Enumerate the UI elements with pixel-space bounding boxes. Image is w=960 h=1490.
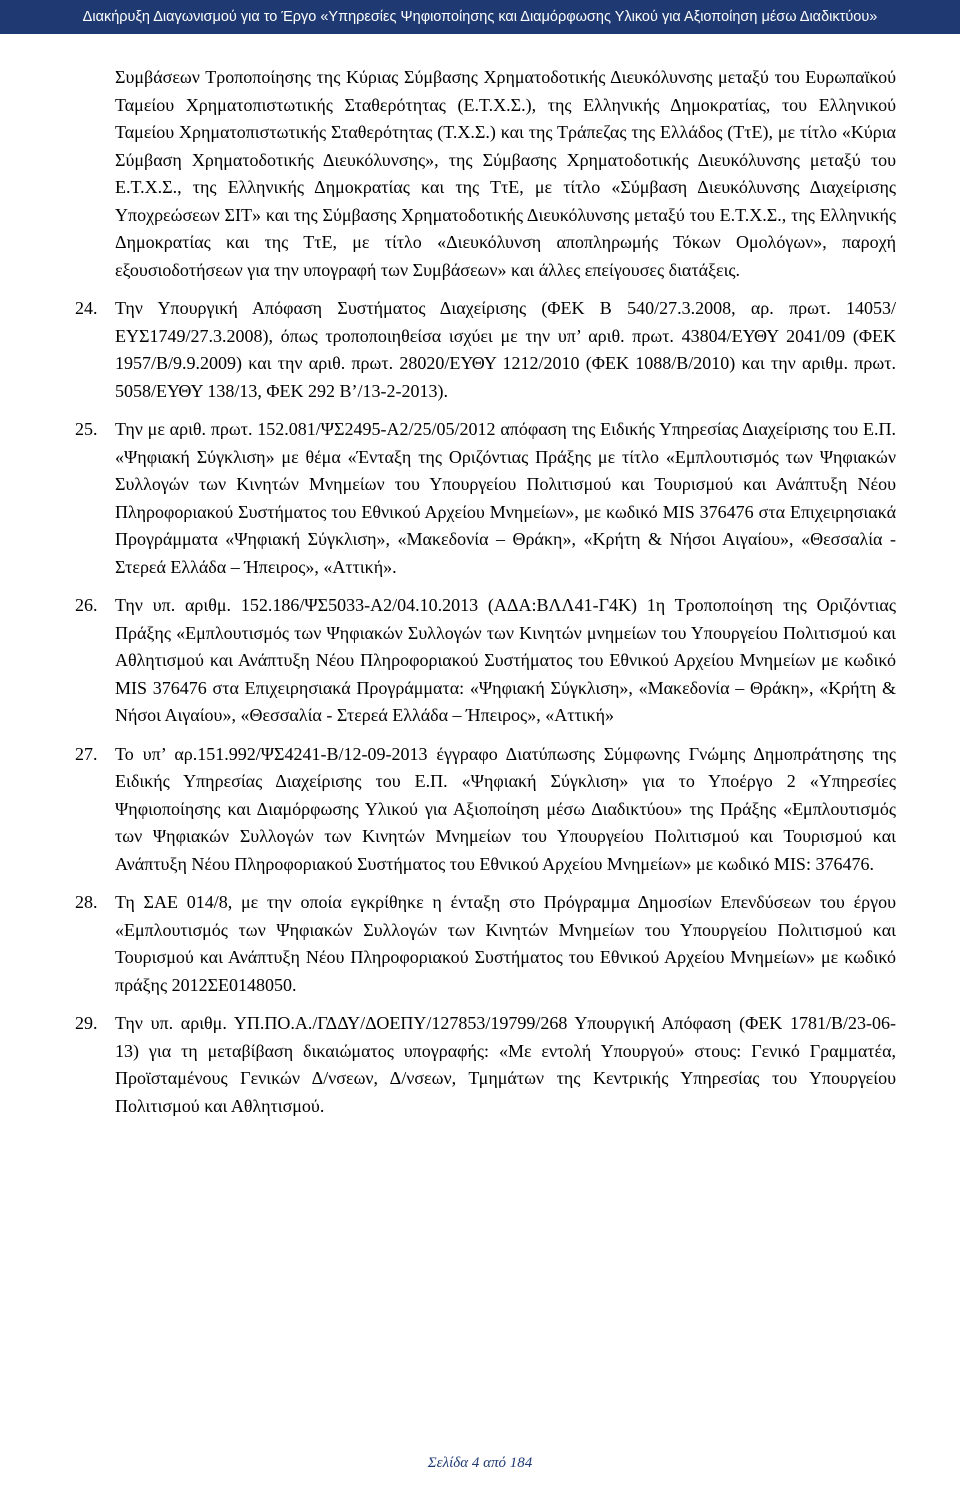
page-number: Σελίδα 4 από 184 — [427, 1455, 533, 1471]
list-item-number: 28. — [75, 892, 98, 912]
list-item-text: Το υπ’ αρ.151.992/ΨΣ4241-Β/12-09-2013 έγγραφο Διατύπωσης Σύμφωνης Γνώμης Δημοπράτησης της Ειδικής Υπηρεσίας Διαχείρισης του Ε.Π. «Ψηφιακή Σύγκλιση» για το Υποέργο 2 «Υπηρεσίες Ψηφιοποίησης και Διαμόρφωσης Υλικού για Αξιοποίηση μέσω Διαδικτύου» της Πράξης «Εμπλουτισμός των Ψηφιακών Συλλογών των Κινητών Μνημείων του Υπουργείου Πολιτισμού και Τουρισμού και Ανάπτυξη Νέου Πληροφοριακού Συστήματος του Εθνικού Αρχείου Μνημείων» με κωδικό MIS: 376476. — [115, 743, 896, 874]
list-item-number: 27. — [75, 743, 98, 764]
document-body — [75, 64, 896, 1131]
intro-paragraph: Συμβάσεων Τροποποίησης της Κύριας Σύμβασης Χρηματοδοτικής Διευκόλυνσης μεταξύ του Ευρωπαϊκού Ταμείου Χρηματοπιστωτικής Σταθερότητας (Ε.Τ.Χ.Σ.), της Ελληνικής Δημοκρατίας, του Ελληνικού Ταμείου Χρηματοπιστωτικής Σταθερότητας (Τ.Χ.Σ.) και της Τράπεζας της Ελλάδος (ΤτΕ), με τίτλο «Κύρια Σύμβαση Χρηματοδοτικής Διευκόλυνσης», της Σύμβασης Χρηματοδοτικής Διευκόλυνσης μεταξύ του Ε.Τ.Χ.Σ., της Ελληνικής Δημοκρατίας και της ΤτΕ, με τίτλο «Σύμβαση Διευκόλυνσης Διαχείρισης Υποχρεώσεων ΣΙΤ» και της Σύμβασης Χρηματοδοτικής Διευκόλυνσης μεταξύ του Ε.Τ.Χ.Σ., της Ελληνικής Δημοκρατίας και της ΤτΕ, με τίτλο «Διευκόλυνση αποπληρωμής Τόκων Ομολόγων», παροχή εξουσιοδοτήσεων για την υπογραφή των Συμβάσεων» και άλλες επείγουσες διατάξεις. — [115, 67, 896, 280]
list-item-text: Την Υπουργική Απόφαση Συστήματος Διαχείρισης (ΦΕΚ Β 540/27.3.2008, αρ. πρωτ. 14053/ΕΥΣ1749/27.3.2008), όπως τροποποιηθείσα ισχύει με την υπ’ αριθ. πρωτ. 43804/ΕΥΘΥ 2041/09 (ΦΕΚ 1957/Β/9.9.2009) και την αριθ. πρωτ. 28020/ΕΥΘΥ 1212/2010 (ΦΕΚ 1088/Β/2010) και την αριθμ. πρωτ. 5058/ΕΥΘΥ 138/13, ΦΕΚ 292 Β’/13-2-2013). — [115, 298, 896, 401]
list-item-27 — [75, 741, 896, 879]
list-item-number: 29. — [75, 1013, 98, 1033]
list-item-24 — [75, 295, 896, 405]
list-item-text: Τη ΣΑΕ 014/8, με την οποία εγκρίθηκε η ένταξη στο Πρόγραμμα Δημοσίων Επενδύσεων του έργου «Εμπλουτισμός των Ψηφιακών Συλλογών των Κινητών Μνημείων του Υπουργείου Πολιτισμού και Τουρισμού και Ανάπτυξη Νέου Πληροφοριακού Συστήματος του Εθνικού Αρχείου Μνημείων» με κωδικό πράξης 2012ΣΕ0148050. — [115, 892, 896, 995]
list-item-25 — [75, 416, 896, 581]
list-item-text: Την υπ. αριθμ. ΥΠ.ΠΟ.Α./ΓΔΔΥ/ΔΟΕΠΥ/127853/19799/268 Υπουργική Απόφαση (ΦΕΚ 1781/Β/23-06-13) για τη μεταβίβαση δικαιώματος υπογραφής: «Με εντολή Υπουργού» στους: Γενικό Γραμματέα, Προϊσταμένους Γενικών Δ/νσεων, Δ/νσεων, Τμημάτων της Κεντρικής Υπηρεσίας του Υπουργείου Πολιτισμού και Αθλητισμού. — [115, 1013, 896, 1116]
list-item-29 — [75, 1010, 896, 1120]
list-item-number: 24. — [75, 298, 98, 318]
list-item-text: Την υπ. αριθμ. 152.186/ΨΣ5033-Α2/04.10.2013 (ΑΔΑ:ΒΛΛ41-Γ4Κ) 1η Τροποποίηση της Οριζόντιας Πράξης «Εμπλουτισμός των Ψηφιακών Συλλογών των Κινητών μνημείων του Υπουργείου Πολιτισμού και Αθλητισμού και Ανάπτυξη Νέου Πληροφοριακού Συστήματος του Εθνικού Αρχείου Μνημείων με κωδικό MIS 376476 στα Επιχειρησιακά Προγράμματα: «Ψηφιακή Σύγκλιση», «Μακεδονία – Θράκη», «Κρήτη & Νήσοι Αιγαίου», «Θεσσαλία - Στερεά Ελλάδα – Ήπειρος», «Αττική» — [115, 595, 896, 725]
list-item-26 — [75, 592, 896, 730]
document-header — [0, 0, 960, 34]
page-number-footer — [0, 1455, 960, 1472]
list-item-text: Την με αριθ. πρωτ. 152.081/ΨΣ2495-Α2/25/05/2012 απόφαση της Ειδικής Υπηρεσίας Διαχείρισης του Ε.Π. «Ψηφιακή Σύγκλιση» με θέμα «Ένταξη της Οριζόντιας Πράξης με τίτλο «Εμπλουτισμός των Ψηφιακών Συλλογών των Κινητών Μνημείων του Υπουργείου Πολιτισμού και Τουρισμού και Ανάπτυξη Νέου Πληροφοριακού Συστήματος του Εθνικού Αρχείου Μνημείων», με κωδικό MIS 376476 στα Επιχειρησιακά Προγράμματα «Ψηφιακή Σύγκλιση», «Μακεδονία – Θράκη», «Κρήτη & Νήσοι Αιγαίου», «Θεσσαλία - Στερεά Ελλάδα – Ήπειρος», «Αττική». — [115, 419, 896, 577]
list-item-28 — [75, 889, 896, 999]
list-item-number: 25. — [75, 419, 98, 439]
list-item-number: 26. — [75, 595, 98, 615]
document-title: Διακήρυξη Διαγωνισμού για το Έργο «Υπηρεσίες Ψηφιοποίησης και Διαμόρφωσης Υλικού για Αξιοποίηση μέσω Διαδικτύου» — [82, 9, 878, 25]
